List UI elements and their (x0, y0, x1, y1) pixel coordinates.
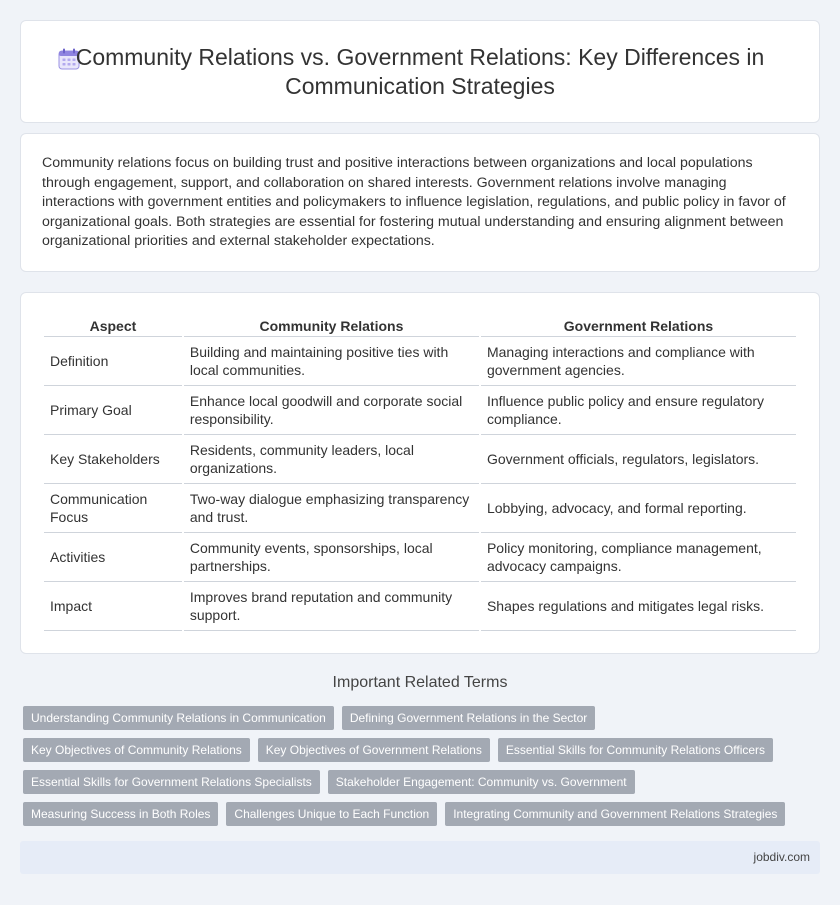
page-title: Community Relations vs. Government Relations: Key Differences in Communication Strategies (75, 44, 765, 99)
table-row (44, 435, 796, 484)
government-cell: Managing interactions and compliance with government agencies. (481, 337, 796, 386)
related-term-tag[interactable]: Stakeholder Engagement: Community vs. Government (328, 770, 635, 794)
related-term-tag[interactable]: Challenges Unique to Each Function (226, 802, 437, 826)
community-cell: Building and maintaining positive ties with local communities. (184, 337, 479, 386)
footer-bar (20, 841, 820, 874)
related-term-tag[interactable]: Defining Government Relations in the Sector (342, 706, 595, 730)
community-cell: Residents, community leaders, local organizations. (184, 435, 479, 484)
aspect-cell: Activities (44, 533, 182, 582)
intro-card (20, 133, 820, 272)
community-cell: Improves brand reputation and community support. (184, 582, 479, 631)
related-terms-list (23, 706, 803, 826)
related-term-tag[interactable]: Essential Skills for Community Relations Officers (498, 738, 773, 762)
related-term-tag[interactable]: Understanding Community Relations in Communication (23, 706, 334, 730)
aspect-cell: Impact (44, 582, 182, 631)
government-cell: Policy monitoring, compliance management, advocacy campaigns. (481, 533, 796, 582)
government-cell: Government officials, regulators, legislators. (481, 435, 796, 484)
table-row (44, 337, 796, 386)
aspect-cell: Communication Focus (44, 484, 182, 533)
aspect-cell: Primary Goal (44, 386, 182, 435)
header-aspect: Aspect (44, 315, 182, 337)
table-header-row (44, 315, 796, 337)
aspect-cell: Definition (44, 337, 182, 386)
related-term-tag[interactable]: Integrating Community and Government Relations Strategies (445, 802, 785, 826)
header-government-relations: Government Relations (481, 315, 796, 337)
government-cell: Shapes regulations and mitigates legal risks. (481, 582, 796, 631)
table-row (44, 582, 796, 631)
title-card (20, 20, 820, 123)
table-row (44, 484, 796, 533)
community-cell: Two-way dialogue emphasizing transparency and trust. (184, 484, 479, 533)
aspect-cell: Key Stakeholders (44, 435, 182, 484)
related-term-tag[interactable]: Key Objectives of Community Relations (23, 738, 250, 762)
comparison-table (42, 315, 798, 631)
intro-paragraph: Community relations focus on building trust and positive interactions between organizations and local populations through engagement, support, and collaboration on shared interests. Government relations involve managing interactions with government entities and policymakers to influence legislation, regulations, and public policy in favor of organizational goals. Both strategies are essential for fostering mutual understanding and ensuring alignment between organizational priorities and external stakeholder expectations. (42, 155, 786, 250)
related-term-tag[interactable]: Key Objectives of Government Relations (258, 738, 490, 762)
footer-site-link[interactable]: jobdiv.com (753, 850, 810, 864)
comparison-card (20, 292, 820, 654)
government-cell: Influence public policy and ensure regulatory compliance. (481, 386, 796, 435)
community-cell: Enhance local goodwill and corporate social responsibility. (184, 386, 479, 435)
government-cell: Lobbying, advocacy, and formal reporting. (481, 484, 796, 533)
table-row (44, 533, 796, 582)
community-cell: Community events, sponsorships, local partnerships. (184, 533, 479, 582)
related-term-tag[interactable]: Measuring Success in Both Roles (23, 802, 218, 826)
related-term-tag[interactable]: Essential Skills for Government Relations Specialists (23, 770, 320, 794)
table-row (44, 386, 796, 435)
related-terms-heading: Important Related Terms (332, 674, 508, 691)
header-community-relations: Community Relations (184, 315, 479, 337)
